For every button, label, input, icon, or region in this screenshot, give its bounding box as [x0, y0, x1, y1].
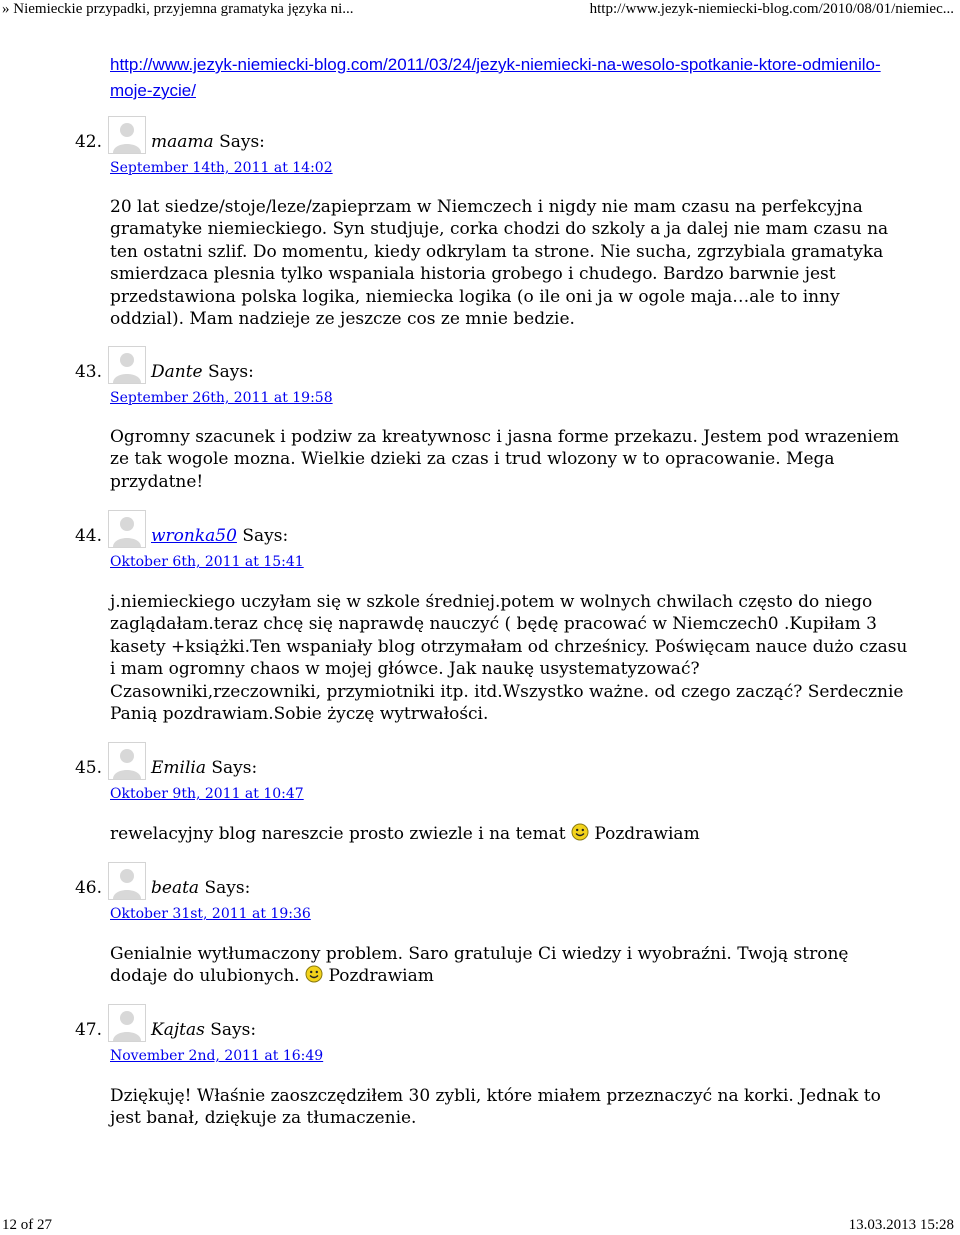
comment-number: 44. — [74, 526, 102, 546]
says-label: Says: — [242, 526, 289, 546]
comment-number: 42. — [74, 132, 102, 152]
comment-date-link[interactable]: September 14th, 2011 at 14:02 — [110, 160, 333, 176]
comment-text-start: Genialnie wytłumaczony problem. Saro gratuluje Ci wiedzy i wyobraźni. Twoją stronę dodaje do ulubionych. — [110, 944, 849, 987]
default-avatar-icon — [108, 116, 146, 154]
comment-46 — [0, 862, 960, 987]
comment-45 — [0, 742, 960, 844]
print-header — [0, 0, 960, 22]
comment-text — [110, 943, 910, 988]
comment-text: 20 lat siedze/stoje/leze/zapieprzam w Niemczech i nigdy nie mam czasu na perfekcyjna gramatyke niemieckiego. Syn studjuje, corka chodzi do szkoly a ja dalej nie mam czasu na ten ostatni szlif. Do momentu, kiedy odkrylam ta strone. Nie sucha, zgrzybiala gramatyka smierdzaca plesnia tylko wspaniala historia grobego i chudego. Bardzo barwnie jest przedstawiona polska logika, niemiecka logika (o ile oni ja w ogole maja…ale to inny oddzial). Mam nadzieje ze jeszcze cos ze mnie bedzie. — [110, 197, 889, 330]
smiley-icon — [571, 823, 589, 841]
previous-comment-link-block — [110, 52, 910, 104]
comment-number: 45. — [74, 758, 102, 778]
comment-date-link[interactable]: Oktober 31st, 2011 at 19:36 — [110, 906, 311, 922]
says-label: Says: — [211, 758, 258, 778]
previous-comment-link[interactable]: http://www.jezyk-niemiecki-blog.com/2011/03/24/jezyk-niemiecki-na-wesolo-spotkanie-ktore-odmienilo-moje-zycie/ — [110, 55, 881, 100]
page-title: » Niemieckie przypadki, przyjemna gramatyka języka ni... — [2, 1, 354, 17]
says-label: Says: — [219, 132, 265, 152]
comment-number: 46. — [74, 878, 102, 898]
comment-text: j.niemieckiego uczyłam się w szkole średniej.potem w wolnych chwilach często do niego zaglądałam.teraz chcę się naprawdę nauczyć ( będę pracować w Niemczech0 .Kupiłam 3 kasety +książki.Ten wspaniały blog otrzymałam od chrześnicy. Poświęcam nauce dużo czasu i mam ogromny chaos w mojej główce. Jak naukę usystematyzować? Czasowniki,rzeczowniki, przymiotniki itp. itd.Wszystko ważne. od czego zacząć? Serdecznie Panią pozdrawiam.Sobie życzę wytrwałości. — [110, 592, 908, 725]
comment-text: Dziękuję! Właśnie zaoszczędziłem 30 zybli, które miałem przeznaczyć na korki. Jednak to jest banał, dziękuje za tłumaczenie. — [110, 1086, 881, 1129]
says-label: Says: — [210, 1020, 257, 1040]
comment-43 — [0, 346, 960, 492]
comment-44 — [0, 510, 960, 725]
print-footer — [0, 1216, 960, 1235]
comment-number: 47. — [74, 1020, 102, 1040]
comment-text-start: rewelacyjny blog nareszcie prosto zwiezle i na temat — [110, 824, 566, 844]
comment-author-line — [151, 131, 265, 153]
comment-author: Emilia — [151, 758, 206, 778]
comment-author: beata — [151, 878, 200, 898]
comment-author-line — [151, 1019, 256, 1041]
default-avatar-icon — [108, 742, 146, 780]
default-avatar-icon — [108, 862, 146, 900]
page-url: http://www.jezyk-niemiecki-blog.com/2010/08/01/niemiec... — [589, 1, 954, 17]
comment-text-end: Pozdrawiam — [594, 824, 700, 844]
comment-text: Ogromny szacunek i podziw za kreatywnosc i jasna forme przekazu. Jestem pod wrazeniem ze tak wogole mozna. Wielkie dzieki za czas i trud wlozony w to opracowanie. Mega przydatne! — [110, 427, 900, 492]
comment-author-line — [151, 361, 254, 383]
comment-author-line — [151, 525, 288, 547]
comment-42 — [0, 116, 960, 330]
comment-47 — [0, 1004, 960, 1129]
says-label: Says: — [208, 362, 254, 382]
print-timestamp: 13.03.2013 15:28 — [848, 1217, 954, 1233]
comment-author: Dante — [151, 362, 203, 382]
page-counter: 12 of 27 — [2, 1217, 52, 1233]
comment-text-end: Pozdrawiam — [328, 966, 434, 987]
comment-number: 43. — [74, 362, 102, 382]
comment-author-line — [151, 757, 257, 779]
comment-date-link[interactable]: September 26th, 2011 at 19:58 — [110, 390, 333, 406]
comment-author: maama — [151, 132, 214, 152]
says-label: Says: — [204, 878, 251, 898]
comment-author: Kajtas — [151, 1020, 205, 1040]
comment-date-link[interactable]: Oktober 9th, 2011 at 10:47 — [110, 786, 304, 802]
default-avatar-icon — [108, 1004, 146, 1042]
comment-date-link[interactable]: November 2nd, 2011 at 16:49 — [110, 1048, 324, 1064]
comment-date-link[interactable]: Oktober 6th, 2011 at 15:41 — [110, 554, 304, 570]
default-avatar-icon — [108, 346, 146, 384]
default-avatar-icon — [108, 510, 146, 548]
comment-author-link[interactable]: wronka50 — [151, 526, 237, 546]
comment-author-line — [151, 877, 250, 899]
comment-text — [110, 823, 910, 845]
smiley-icon — [305, 965, 323, 983]
